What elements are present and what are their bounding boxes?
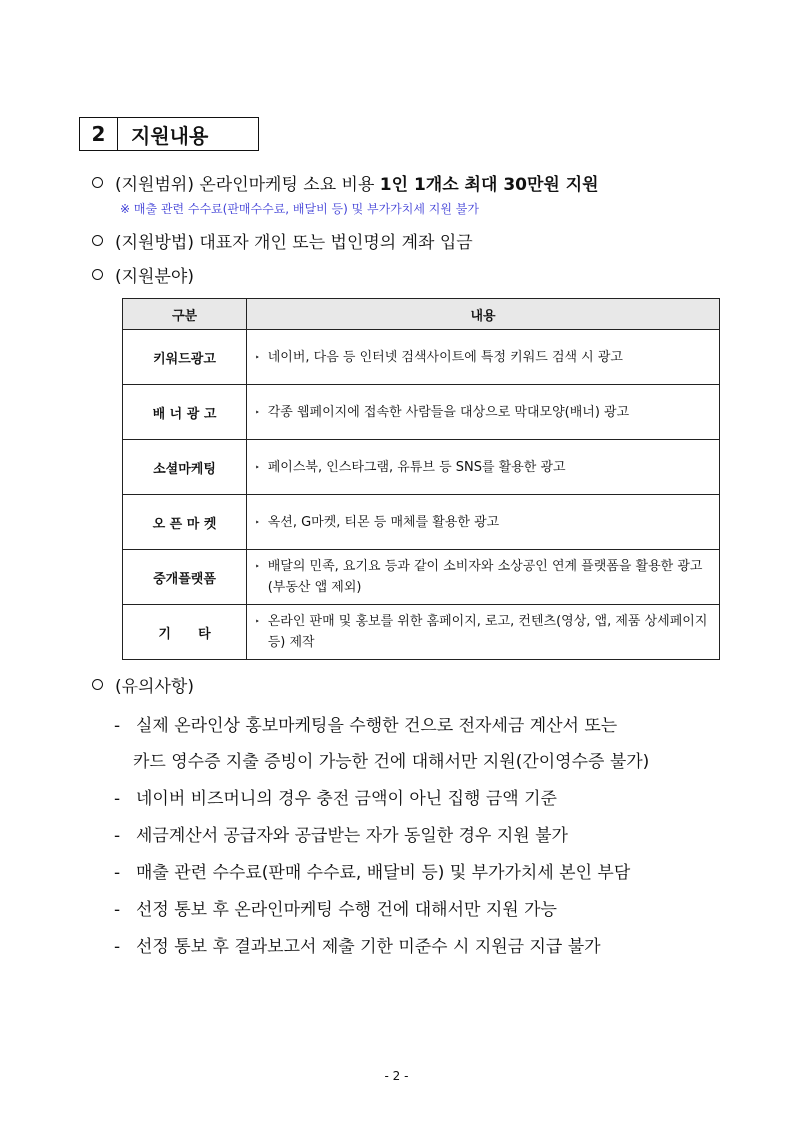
table-header-content: 내용 (247, 299, 720, 330)
dash-marker: - (114, 937, 121, 957)
table-cell-content-text: 옥션, G마켓, 티몬 등 매체를 활용한 광고 (267, 514, 500, 530)
table-cell-category: 배 너 광 고 (123, 385, 247, 440)
bullet-method (92, 228, 473, 253)
caution-item-continuation: 카드 영수증 지출 증빙이 가능한 건에 대해서만 지원(간이영수증 불가) (133, 752, 650, 772)
table-header-category: 구분 (123, 299, 247, 330)
table-cell-content-text: 배달의 민족, 요기요 등과 같이 소비자와 소상공인 연계 플랫폼을 활용한 광고(부동산 앱 제외) (267, 559, 703, 595)
table-cell-category: 중개플랫폼 (123, 550, 247, 605)
caution-item (114, 711, 617, 736)
page-number: - 2 - (384, 1069, 409, 1083)
scope-note: ※ 매출 관련 수수료(판매수수료, 배달비 등) 및 부가가치세 지원 불가 (120, 202, 479, 216)
dash-marker: - (114, 826, 121, 846)
table-row (123, 605, 720, 660)
triangle-bullet-icon: ‣ (255, 617, 260, 626)
caution-item (114, 858, 630, 883)
circle-bullet-icon (92, 269, 103, 280)
table-cell-category: 소셜마케팅 (123, 440, 247, 495)
section-header (79, 117, 259, 151)
table-cell-content-text: 온라인 판매 및 홍보를 위한 홈페이지, 로고, 컨텐츠(영상, 앱, 제품 상세페이지 등) 제작 (267, 614, 708, 650)
caution-item-text: 네이버 비즈머니의 경우 충전 금액이 아닌 집행 금액 기준 (136, 789, 557, 809)
table-cell-content-text: 네이버, 다음 등 인터넷 검색사이트에 특정 키워드 검색 시 광고 (267, 349, 623, 365)
caution-item (114, 784, 557, 809)
triangle-bullet-icon: ‣ (255, 517, 260, 527)
circle-bullet-icon (92, 177, 103, 188)
section-number: 2 (80, 118, 118, 150)
table-cell-content (247, 440, 720, 495)
caution-item-text: 실제 온라인상 홍보마케팅을 수행한 건으로 전자세금 계산서 또는 (136, 716, 618, 736)
circle-bullet-icon (92, 679, 103, 690)
table-cell-content-text: 각종 웹페이지에 접속한 사람들을 대상으로 막대모양(배너) 광고 (267, 404, 630, 420)
caution-item-text: 선정 통보 후 결과보고서 제출 기한 미준수 시 지원금 지급 불가 (136, 937, 601, 957)
dash-marker: - (114, 863, 121, 883)
dash-marker: - (114, 900, 121, 920)
table-row (123, 495, 720, 550)
support-field-table (122, 298, 720, 660)
table-row (123, 440, 720, 495)
table-cell-content (247, 495, 720, 550)
dash-marker: - (114, 716, 121, 736)
scope-text: (지원범위) 온라인마케팅 소요 비용 (115, 175, 380, 195)
table-cell-category: 키워드광고 (123, 330, 247, 385)
caution-item-text: 선정 통보 후 온라인마케팅 수행 건에 대해서만 지원 가능 (136, 900, 557, 920)
table-cell-content (247, 330, 720, 385)
table-row (123, 550, 720, 605)
caution-item (114, 932, 601, 957)
scope-emphasis: 1인 1개소 최대 30만원 지원 (379, 175, 599, 195)
table-row (123, 385, 720, 440)
caution-item (114, 895, 557, 920)
table-cell-content (247, 605, 720, 660)
table-cell-category: 기 타 (123, 605, 247, 660)
triangle-bullet-icon: ‣ (255, 407, 260, 417)
table-row (123, 330, 720, 385)
field-text: (지원분야) (115, 267, 194, 287)
bullet-field (92, 262, 194, 287)
bullet-scope (92, 170, 599, 195)
caution-text: (유의사항) (115, 677, 194, 697)
dash-marker: - (114, 789, 121, 809)
table-cell-content (247, 385, 720, 440)
triangle-bullet-icon: ‣ (255, 352, 260, 362)
table-cell-category: 오 픈 마 켓 (123, 495, 247, 550)
section-title: 지원내용 (131, 123, 209, 148)
caution-item-text: 매출 관련 수수료(판매 수수료, 배달비 등) 및 부가가치세 본인 부담 (136, 863, 631, 883)
caution-item (114, 821, 568, 846)
caution-item-text: 세금계산서 공급자와 공급받는 자가 동일한 경우 지원 불가 (136, 826, 568, 846)
table-cell-content (247, 550, 720, 605)
table-cell-content-text: 페이스북, 인스타그램, 유튜브 등 SNS를 활용한 광고 (267, 459, 566, 475)
triangle-bullet-icon: ‣ (255, 462, 260, 472)
method-text: (지원방법) 대표자 개인 또는 법인명의 계좌 입금 (115, 233, 473, 253)
circle-bullet-icon (92, 235, 103, 246)
triangle-bullet-icon: ‣ (255, 562, 260, 571)
bullet-caution (92, 672, 194, 697)
